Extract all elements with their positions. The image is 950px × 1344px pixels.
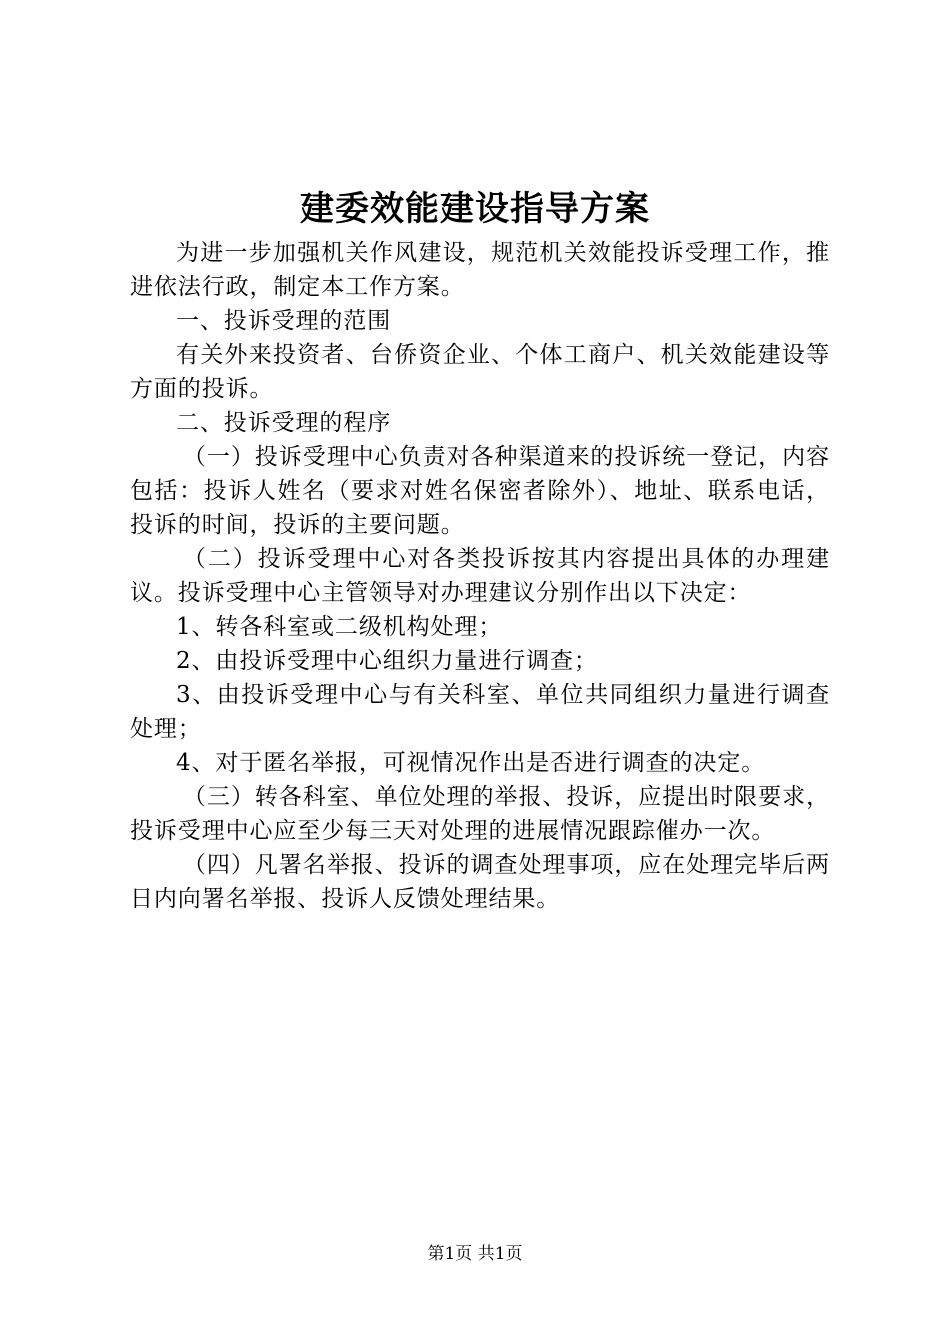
- list-item-decision-2: 2、由投诉受理中心组织力量进行调查；: [176, 648, 598, 674]
- section-heading-procedure: 二、投诉受理的程序: [176, 410, 392, 436]
- document-body: [130, 236, 830, 916]
- list-item-decision-4: 4、对于匿名举报，可视情况作出是否进行调查的决定。: [176, 750, 766, 776]
- paragraph-procedure-1: （一）投诉受理中心负责对各种渠道来的投诉统一登记，内容包括：投诉人姓名（要求对姓名保密者除外）、地址、联系电话，投诉的时间，投诉的主要问题。: [130, 444, 830, 538]
- section-heading-scope: 一、投诉受理的范围: [176, 308, 392, 334]
- list-item-decision-1: 1、转各科室或二级机构处理；: [176, 614, 503, 640]
- document-title: 建委效能建设指导方案: [300, 189, 650, 229]
- paragraph-procedure-3: （三）转各科室、单位处理的举报、投诉，应提出时限要求，投诉受理中心应至少每三天对处理的进展情况跟踪催办一次。: [130, 784, 830, 844]
- list-item-decision-3: 3、由投诉受理中心与有关科室、单位共同组织力量进行调查处理；: [130, 682, 830, 742]
- paragraph-intro: 为进一步加强机关作风建设，规范机关效能投诉受理工作，推进依法行政，制定本工作方案。: [130, 240, 830, 300]
- paragraph-procedure-4: （四）凡署名举报、投诉的调查处理事项，应在处理完毕后两日内向署名举报、投诉人反馈处理结果。: [130, 852, 830, 912]
- page-footer: 第1页 共1页: [427, 1244, 523, 1264]
- paragraph-procedure-2: （二）投诉受理中心对各类投诉按其内容提出具体的办理建议。投诉受理中心主管领导对办理建议分别作出以下决定：: [130, 546, 830, 606]
- paragraph-scope: 有关外来投资者、台侨资企业、个体工商户、机关效能建设等方面的投诉。: [130, 342, 830, 402]
